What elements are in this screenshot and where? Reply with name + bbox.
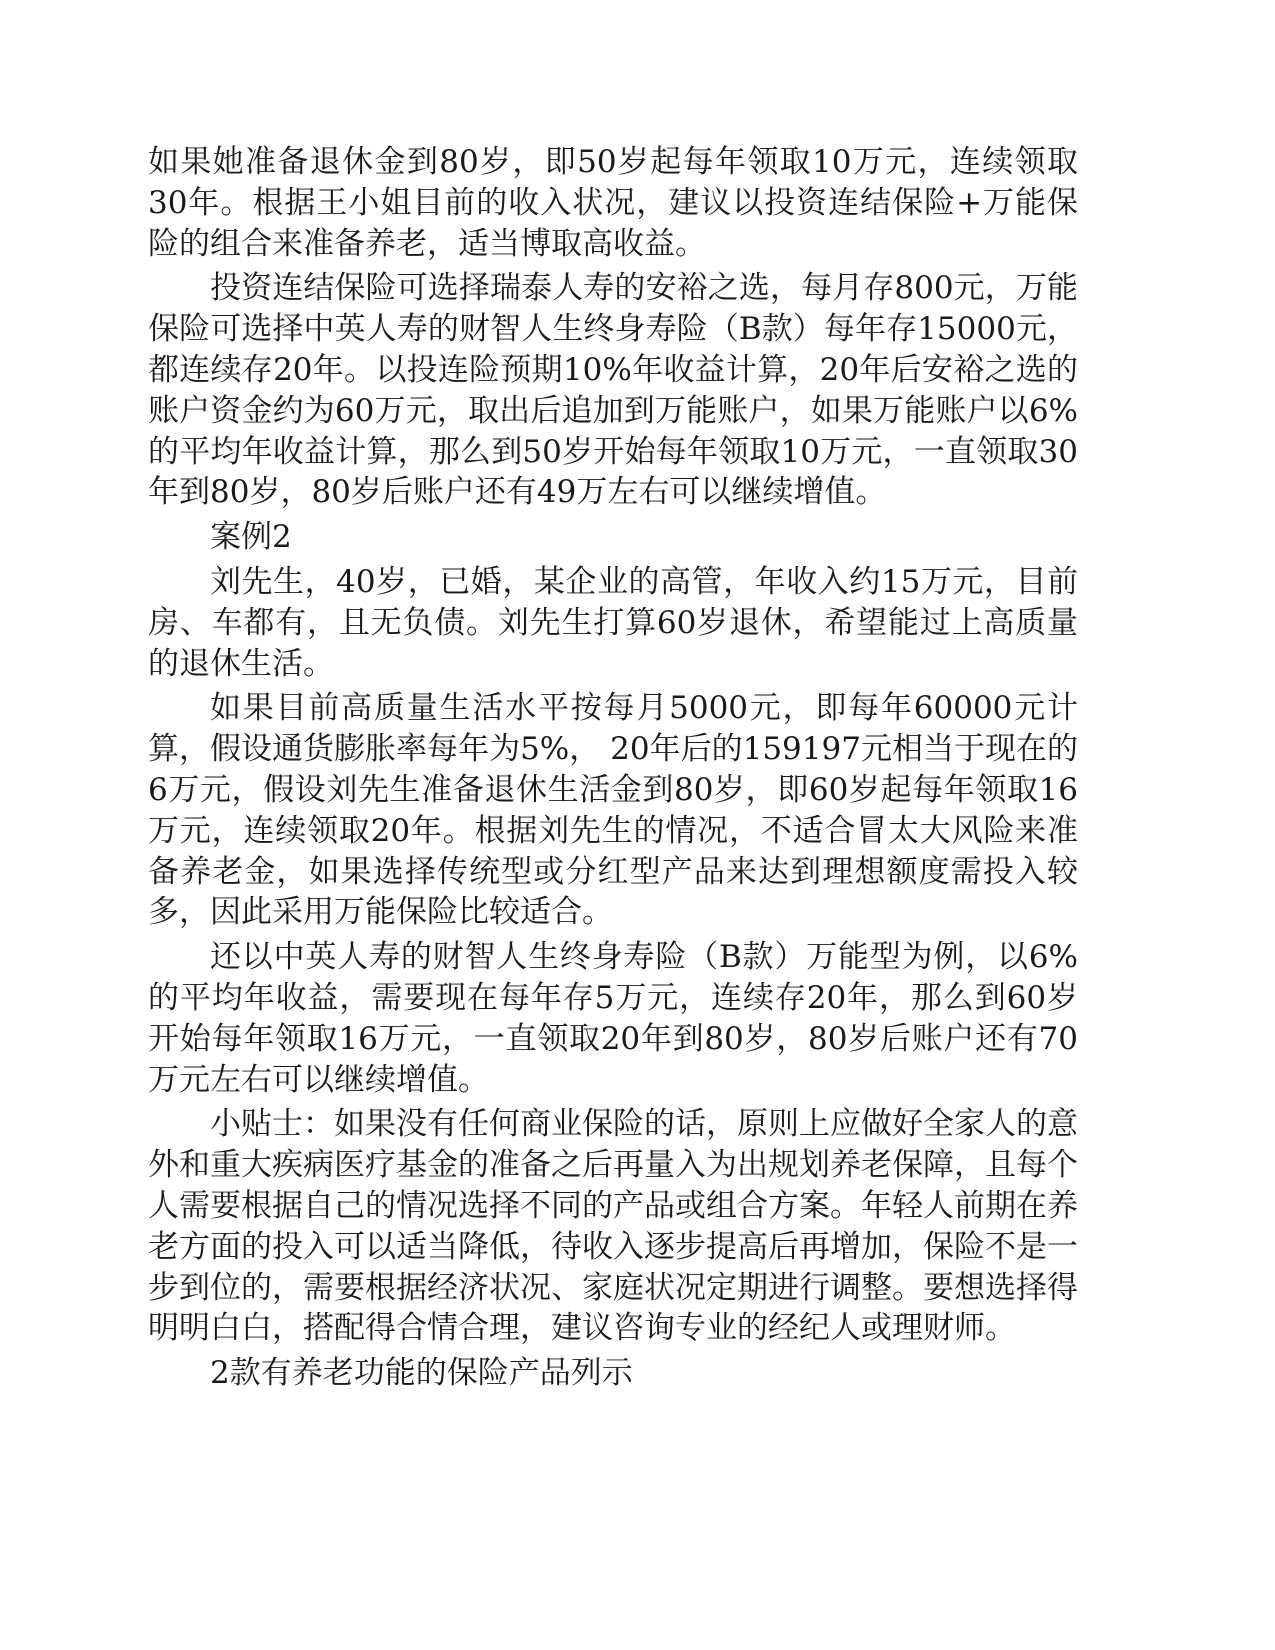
paragraph-investment-linked-plan: 投资连结保险可选择瑞泰人寿的安裕之选，每月存800元，万能保险可选择中英人寿的财智人生终身寿险（B款）每年存15000元，都连续存20年。以投连险预期10%年收益计算，20年后安裕之选的账户资金约为60万元，取出后追加到万能账户，如果万能账户以6%的平均年收益计算，那么到50岁开始每年领取10万元，一直领取30年到80岁，80岁后账户还有49万左右可以继续增值。 [148, 270, 1078, 511]
paragraph-case-profile-liu: 刘先生，40岁，已婚，某企业的高管，年收入约15万元，目前房、车都有，且无负债。刘先生打算60岁退休，希望能过上高质量的退休生活。 [148, 563, 1078, 682]
paragraph-universal-insurance-example: 还以中英人寿的财智人生终身寿险（B款）万能型为例，以6%的平均年收益，需要现在每年存5万元，连续存20年，那么到60岁开始每年领取16万元，一直领取20年到80岁，80岁后账户还有70万元左右可以继续增值。 [148, 939, 1078, 1098]
paragraph-tips: 小贴士：如果没有任何商业保险的话，原则上应做好全家人的意外和重大疾病医疗基金的准备之后再量入为出规划养老保障，且每个人需要根据自己的情况选择不同的产品或组合方案。年轻人前期在养老方面的投入可以适当降低，待收入逐步提高后再增加，保险不是一步到位的，需要根据经济状况、家庭状况定期进行调整。要想选择得明明白白，搭配得合情合理，建议咨询专业的经纪人或理财师。 [148, 1106, 1078, 1347]
section-heading-products: 2款有养老功能的保险产品列示 [210, 1355, 633, 1392]
case-heading: 案例2 [210, 519, 292, 556]
document-body [148, 142, 1078, 1398]
paragraph-retirement-calculation-liu: 如果目前高质量生活水平按每月5000元，即每年60000元计算，假设通货膨胀率每年为5%， 20年后的159197元相当于现在的6万元，假设刘先生准备退休生活金到80岁，即60岁起每年领取16万元，连续领取20年。根据刘先生的情况，不适合冒太大风险来准备养老金，如果选择传统型或分红型产品来达到理想额度需投入较多，因此采用万能保险比较适合。 [148, 690, 1078, 931]
paragraph-retirement-plan-wang: 如果她准备退休金到80岁，即50岁起每年领取10万元，连续领取30年。根据王小姐目前的收入状况，建议以投资连结保险+万能保险的组合来准备养老，适当博取高收益。 [148, 144, 1078, 262]
